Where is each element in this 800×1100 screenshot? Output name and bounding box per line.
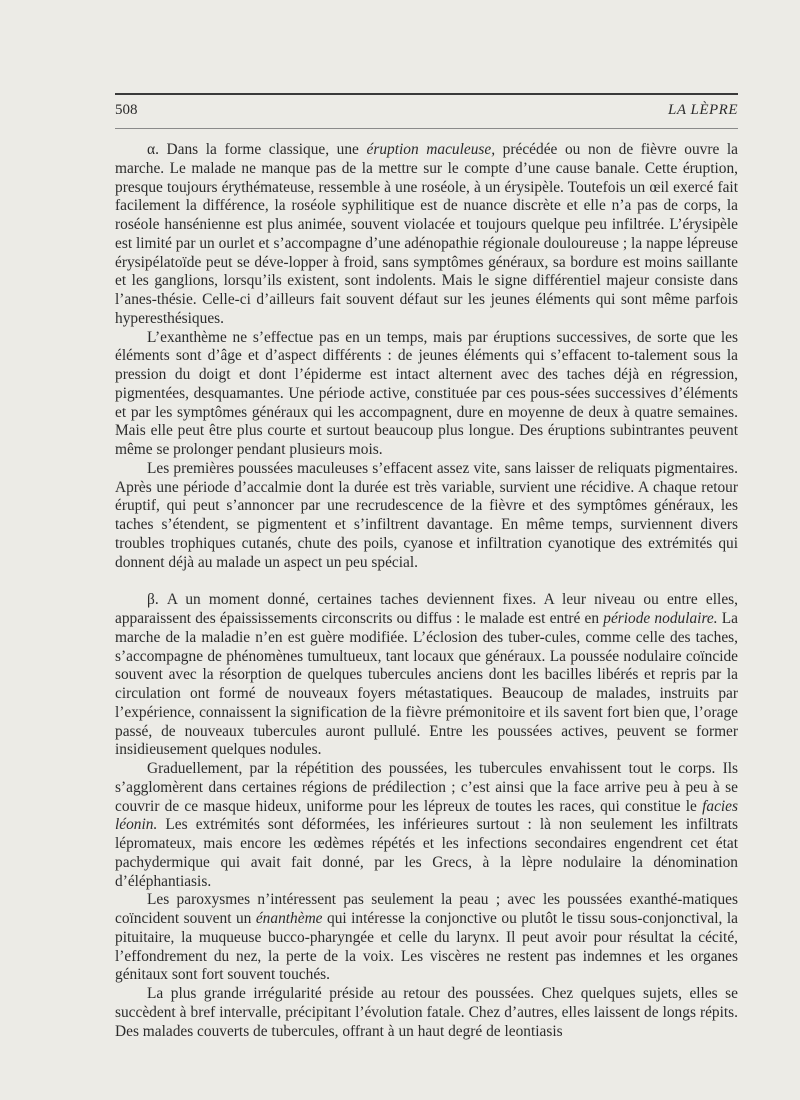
paragraph-alpha: α. Dans la forme classique, une éruption maculeuse, précédée ou non de fièvre ouvre la marche. Le malade ne manque pas de la mettre sur le compte d’une cause banale. Cette éruption, presque toujours érythémateuse, ressemble à une roséole, à un érysipèle. Toutefois un œil exercé fait facilement la différence, la roséole syphilitique est de nuance discrète et elle n’a pas de corps, la roséole hansénienne est plus animée, souvent violacée et toujours quelque peu infiltrée. L’érysipèle est limité par un ourlet et s’accompagne d’une adénopathie régionale douloureuse ; la nappe lépreuse érysipélatoïde peut se déve-lopper à froid, sans symptômes généraux, sa bordure est moins saillante et les ganglions, lorsqu’ils existent, sont indolents. Mais le signe différentiel majeur consiste dans l’anes-thésie. Celle-ci d’ailleurs fait souvent défaut sur les jeunes éléments qui sont même parfois hyperesthésiques. [115, 141, 739, 327]
paragraph-premieres-poussees: Les premières poussées maculeuses s’effacent assez vite, sans laisser de reliquats pigmentaires. Après une période d’accalmie dont la durée est très variable, survient une récidive. A chaque retour éruptif, qui peut s’annoncer par une recrudescence de la fièvre et des symptômes généraux, les taches s’étendent, se pigmentent et s’infiltrent davantage. En même temps, surviennent divers troubles trophiques cutanés, chute des poils, cyanose et infiltration cyanotique des extrémités qui donnent déjà au malade un aspect un peu spécial. [115, 459, 738, 571]
emphasis-facies-leonin: facies léonin. [115, 797, 738, 834]
emphasis-periode-nodulaire: période nodulaire. [603, 610, 718, 627]
page-number: 508 [115, 102, 138, 118]
paragraph-beta: β. A un moment donné, certaines taches deviennent fixes. A leur niveau ou entre elles, apparaissent des épaississements circonscrits ou diffus : le malade est entré en période nodulaire. La marche de la maladie n’en est guère modifiée. L’éclosion des tuber-cules, comme celle des taches, s’accompagne de phénomènes tumultueux, tant locaux que généraux. La poussée nodulaire coïncide souvent avec la résorption de quelques tubercules anciens dont les bacilles libérés et repris par la circulation ont formé de nouveaux foyers métastatiques. Beaucoup de malades, instruits par l’expérience, connaissent la signification de la fièvre prémonitoire et ils savent fort bien que, l’orage passé, de nouveaux tubercules auront pullulé. Entre les poussées actives, peuvent se former insidieusement quelques nodules. [115, 591, 738, 759]
paragraph-exantheme: L’exanthème ne s’effectue pas en un temps, mais par éruptions successives, de sorte que les éléments sont d’âge et d’aspect différents : de jeunes éléments qui s’effacent to-talement sous la pression du doigt et dont l’épiderme est intact alternent avec des taches déjà en régression, pigmentées, desquamantes. Une période active, constituée par ces pous-sées successives d’éléments et par les symptômes généraux qui les accompagnent, dure en moyenne de deux à quatre semaines. Mais elle peut être plus courte et surtout beaucoup plus longue. Des éruptions subintrantes peuvent même se prolonger pendant plusieurs mois. [115, 328, 738, 458]
emphasis-eruption-maculeuse: éruption maculeuse, [366, 141, 496, 158]
paragraph-irregularite: La plus grande irrégularité préside au retour des poussées. Chez quelques sujets, elles se succèdent à bref intervalle, précipitant l’évolution fatale. Chez d’autres, elles laissent de longs répits. Des malades couverts de tubercules, offrant à un haut degré de leontiasis [115, 985, 738, 1040]
emphasis-enantheme: énanthème [255, 910, 323, 927]
header-rule-bottom [115, 128, 738, 129]
paragraph-graduellement: Graduellement, par la répétition des poussées, les tubercules envahissent tout le corps. Ils s’agglomèrent dans certaines régions de prédilection ; c’est ainsi que la face arrive peu à peu à se couvrir de ce masque hideux, uniforme pour les lépreux de toutes les races, qui constitue le facies léonin. Les extrémités sont déformées, les inférieures surtout : là non seulement les infiltrats lépromateux, mais encore les œdèmes répétés et les infections secondaires engendrent cet état pachydermique qui avait fait donné, par les Grecs, à la lèpre nodulaire la dénomination d’éléphantiasis. [115, 760, 738, 890]
header-rule-top [115, 93, 738, 95]
paragraph-paroxysmes: Les paroxysmes n’intéressent pas seulement la peau ; avec les poussées exanthé-matiques coïncident souvent un énanthème qui intéresse la conjonctive ou plutôt le tissu sous-conjonctival, la pituitaire, la muqueuse bucco-pharyngée et celle du larynx. Il peut avoir pour résultat la cécité, l’effondrement du nez, la perte de la voix. Les viscères ne restent pas indemnes et les organes génitaux sont fort souvent touchés. [115, 891, 738, 984]
running-header [115, 102, 738, 124]
page-body [115, 141, 738, 1041]
running-title: LA LÈPRE [668, 102, 738, 118]
